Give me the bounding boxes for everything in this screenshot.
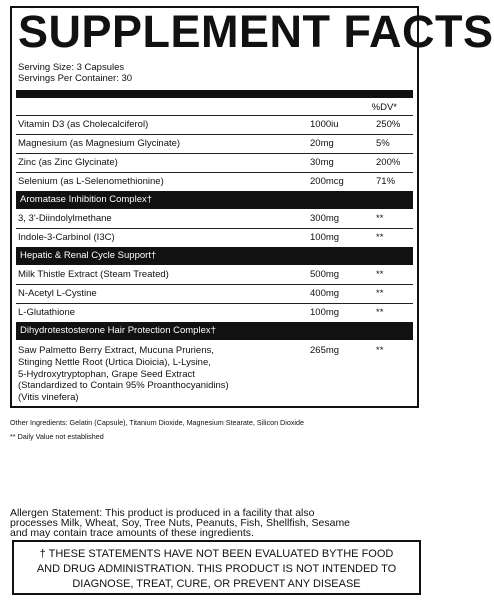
blend-amount: 265mg — [310, 345, 340, 356]
nutrient-name: Zinc (as Zinc Glycinate) — [18, 157, 118, 168]
allergen-line: processes Milk, Wheat, Soy, Tree Nuts, Peanuts, Fish, Shellfish, Sesame — [10, 517, 351, 529]
blend-line: 5-Hydroxytryptophan, Grape Seed Extract — [18, 368, 195, 380]
section-band-dht: Dihydrotestosterone Hair Protection Complex† — [16, 322, 413, 340]
other-ingredients: Other Ingredients: Gelatin (Capsule), Titanium Dioxide, Magnesium Stearate, Silicon Dioxide — [10, 418, 305, 427]
nutrient-row — [18, 116, 411, 134]
ingredient-name: Milk Thistle Extract (Steam Treated) — [18, 269, 169, 280]
supplement-facts-panel — [10, 6, 494, 408]
ingredient-dv: ** — [376, 307, 384, 318]
ingredient-row — [18, 304, 411, 322]
ingredient-name: N-Acetyl L-Cystine — [18, 288, 97, 299]
section-band-hepatic: Hepatic & Renal Cycle Support† — [16, 247, 413, 265]
thick-divider — [16, 90, 413, 98]
disclaimer-line: DIAGNOSE, TREAT, CURE, OR PREVENT ANY DISEASE — [72, 578, 361, 590]
servings-per-container: Servings Per Container: 30 — [18, 73, 133, 84]
nutrient-row — [18, 135, 411, 153]
dv-header: %DV* — [371, 102, 397, 113]
ingredient-dv: ** — [376, 269, 384, 280]
disclaimer-line: † THESE STATEMENTS HAVE NOT BEEN EVALUATED BYTHE FOOD — [39, 548, 394, 560]
blend-line: Stinging Nettle Root (Urtica Dioicia), L-Lysine, — [18, 356, 211, 368]
ingredient-row — [18, 285, 411, 303]
nutrient-row — [18, 154, 411, 172]
ingredient-row — [18, 266, 411, 284]
ingredient-name: Indole-3-Carbinol (I3C) — [18, 232, 115, 243]
serving-info — [18, 62, 132, 84]
serving-size: Serving Size: 3 Capsules — [18, 62, 125, 73]
nutrient-name: Magnesium (as Magnesium Glycinate) — [18, 138, 181, 149]
nutrient-dv: 250% — [376, 119, 401, 130]
ingredient-dv: ** — [376, 288, 384, 299]
nutrient-row — [18, 173, 411, 191]
ingredient-name: 3, 3'-Diindolylmethane — [18, 213, 112, 224]
ingredient-amount: 400mg — [310, 288, 340, 299]
allergen-line: and may contain trace amounts of these ingredients. — [10, 527, 254, 539]
allergen-line: Allergen Statement: This product is produced in a facility that also — [10, 507, 315, 519]
ingredient-amount: 100mg — [310, 232, 340, 243]
ingredient-dv: ** — [376, 213, 384, 224]
fda-disclaimer — [12, 540, 421, 595]
ingredient-dv: ** — [376, 232, 384, 243]
no-dv-note: ** Daily Value not established — [10, 432, 104, 441]
ingredient-amount: 100mg — [310, 307, 340, 318]
nutrient-amount: 200mcg — [310, 176, 344, 187]
nutrient-dv: 5% — [376, 138, 390, 149]
ingredient-row — [18, 229, 411, 247]
blend-line: Saw Palmetto Berry Extract, Mucuna Pruriens, — [18, 345, 214, 356]
ingredient-row — [18, 210, 411, 228]
nutrient-amount: 30mg — [310, 157, 334, 168]
nutrient-name: Vitamin D3 (as Cholecalciferol) — [18, 119, 149, 130]
nutrient-amount: 20mg — [310, 138, 334, 149]
nutrient-amount: 1000iu — [310, 119, 339, 130]
blend-line: (Standardized to Contain 95% Proanthocyanidins) — [18, 380, 229, 392]
blend-dv: ** — [376, 345, 384, 356]
blend-ingredients — [18, 345, 288, 404]
section-band-aromatase: Aromatase Inhibition Complex† — [16, 191, 413, 209]
blend-line: (Vitis vinefera) — [18, 392, 79, 404]
allergen-statement — [10, 508, 425, 538]
nutrient-dv: 71% — [376, 176, 396, 187]
nutrient-name: Selenium (as L-Selenomethionine) — [18, 176, 164, 187]
ingredient-amount: 300mg — [310, 213, 340, 224]
panel-title: SUPPLEMENT FACTS — [18, 6, 494, 57]
disclaimer-line: AND DRUG ADMINISTRATION. THIS PRODUCT IS NOT INTENDED TO — [36, 563, 397, 575]
ingredient-name: L-Glutathione — [18, 307, 76, 318]
nutrient-dv: 200% — [376, 157, 401, 168]
ingredient-amount: 500mg — [310, 269, 340, 280]
